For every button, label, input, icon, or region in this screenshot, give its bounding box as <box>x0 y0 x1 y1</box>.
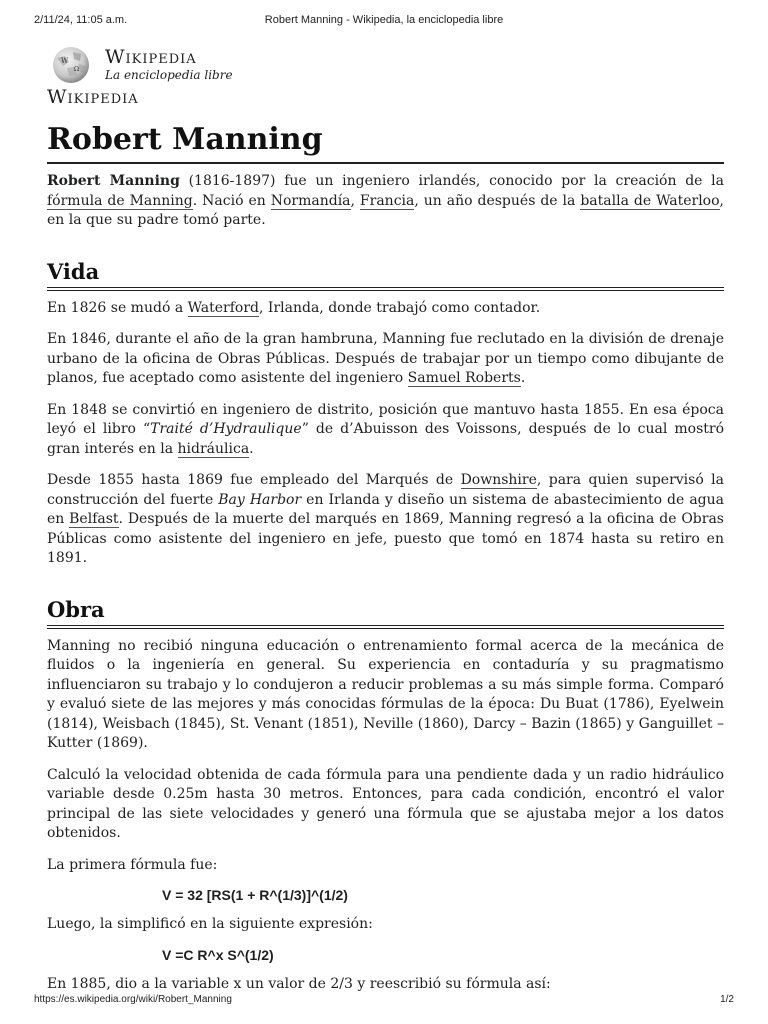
formula-2: V =C R^x S^(1/2) <box>162 946 274 963</box>
wikipedia-globe-icon <box>47 44 95 84</box>
intro-bold-name: Robert Manning <box>47 173 180 189</box>
wikipedia-wordmark: Wikipedia <box>105 46 197 68</box>
section-vida <box>47 259 724 569</box>
paragraph-text: . <box>249 440 254 457</box>
obra-paragraph-1: Manning no recibió ninguna educación o entrenamiento formal acerca de la mecánica de fluidos o la ingeniería en general. Su experiencia en contaduría y su pragmatismo influenciaron su trabajo y lo condujeron a reducir problemas a su más simple forma. Comparó y evaluó siete de las mejores y más conocidas fórmulas de la época: Du Buat (1786), Eyelwein (1814), Weisbach (1845), St. Venant (1851), Neville (1860), Darcy – Bazin (1865) y Ganguillet – Kutter (1869). <box>47 637 724 751</box>
paragraph-text: En 1826 se mudó a <box>47 299 188 316</box>
wikipedia-logo[interactable] <box>47 42 724 84</box>
paragraph-text: En 1846, durante el año de la gran hambruna, Manning fue reclutado en la división de drenaje urbano de la oficina de Obras Públicas. Después de trabajar por un tiempo como dibujante de planos, fue aceptado como asistente del ingeniero <box>47 331 724 386</box>
paragraph-text: En 1848 se convirtió en ingeniero de distrito, posición que mantuvo hasta 1855. En esa época leyó el libro “ <box>47 401 724 437</box>
formula-1: V = 32 [RS(1 + R^(1/3)]^(1/2) <box>162 887 348 903</box>
link-batalla-de-waterloo[interactable]: batalla de Waterloo <box>580 192 720 209</box>
paragraph-text: . <box>520 370 526 386</box>
article-title: Robert Manning <box>47 122 724 164</box>
wikipedia-tagline: La enciclopedia libre <box>105 68 233 82</box>
intro-text: . Nació en <box>192 192 271 209</box>
obra-paragraph-2: Calculó la velocidad obtenida de cada fórmula para una pendiente dada y un radio hidráulico variable desde 0.25m hasta 30 metros. Entonces, para cada condición, encontró el valor principal de las siete velocidades y generó una fórmula que se ajustaba mejor a los datos obtenidos. <box>47 766 724 841</box>
print-page-title: Robert Manning - Wikipedia, la enciclopedia libre <box>264 14 504 26</box>
paragraph-text: Desde 1855 hasta 1869 fue empleado del Marqués de <box>47 472 461 488</box>
paragraph-text: en Irlanda y diseño un sistema de abastecimiento de agua en <box>47 491 724 527</box>
obra-paragraph-5: En 1885, dio a la variable x un valor de 2/3 y reescribió su fórmula así: <box>47 975 551 992</box>
print-datetime: 2/11/24, 11:05 a.m. <box>34 14 128 26</box>
intro-paragraph <box>47 172 724 231</box>
link-waterford[interactable]: Waterford <box>187 299 260 316</box>
book-title: Traité d’Hydraulique <box>150 421 302 437</box>
link-downshire[interactable]: Downshire <box>460 472 537 488</box>
intro-text: , en la que su padre tomó parte. <box>47 192 724 228</box>
vida-paragraph-2 <box>47 330 724 389</box>
paragraph-text: ” de d’Abuisson des Voissons, después de lo cual mostró gran interés en la <box>47 421 725 457</box>
print-header <box>34 14 734 28</box>
print-page-number: 1/2 <box>720 994 734 1005</box>
link-belfast[interactable]: Belfast <box>69 511 119 527</box>
obra-paragraph-3: La primera fórmula fue: <box>47 856 218 873</box>
intro-text: , un año después de la <box>414 192 581 209</box>
heading-obra: Obra <box>47 597 724 629</box>
section-obra <box>47 597 724 995</box>
link-hidraulica[interactable]: hidráulica <box>177 440 250 457</box>
link-normandia[interactable]: Normandía <box>270 192 351 209</box>
link-samuel-roberts[interactable]: Samuel Roberts <box>407 370 521 386</box>
paragraph-text: , Irlanda, donde trabajó como contador. <box>259 299 541 316</box>
link-formula-de-manning[interactable]: fórmula de Manning <box>47 192 193 209</box>
intro-text: (1816-1897) fue un ingeniero irlandés, conocido por la creación de la <box>179 173 724 189</box>
paragraph-text: . Después de la muerte del marqués en 1869, Manning regresó a la oficina de Obras Públicas como asistente del ingeniero en jefe, puesto que tomó en 1874 hasta su retiro en 1891. <box>47 511 724 566</box>
vida-paragraph-1 <box>47 299 724 319</box>
svg-text:W: W <box>61 57 69 65</box>
obra-paragraph-4: Luego, la simplificó en la siguiente expresión: <box>47 916 373 932</box>
heading-vida: Vida <box>47 259 724 291</box>
vida-paragraph-3 <box>47 401 724 460</box>
place-name: Bay Harbor <box>218 491 302 508</box>
paragraph-text: , para quien supervisó la construcción del fuerte <box>47 472 724 508</box>
svg-text:Ω: Ω <box>74 66 79 73</box>
article-content <box>47 42 724 994</box>
wikipedia-wordmark-repeat: Wikipedia <box>47 86 139 108</box>
link-francia[interactable]: Francia <box>359 192 415 209</box>
print-footer <box>34 994 734 1008</box>
intro-text: , <box>350 192 360 209</box>
vida-paragraph-4 <box>47 471 724 569</box>
print-url: https://es.wikipedia.org/wiki/Robert_Manning <box>34 994 232 1005</box>
